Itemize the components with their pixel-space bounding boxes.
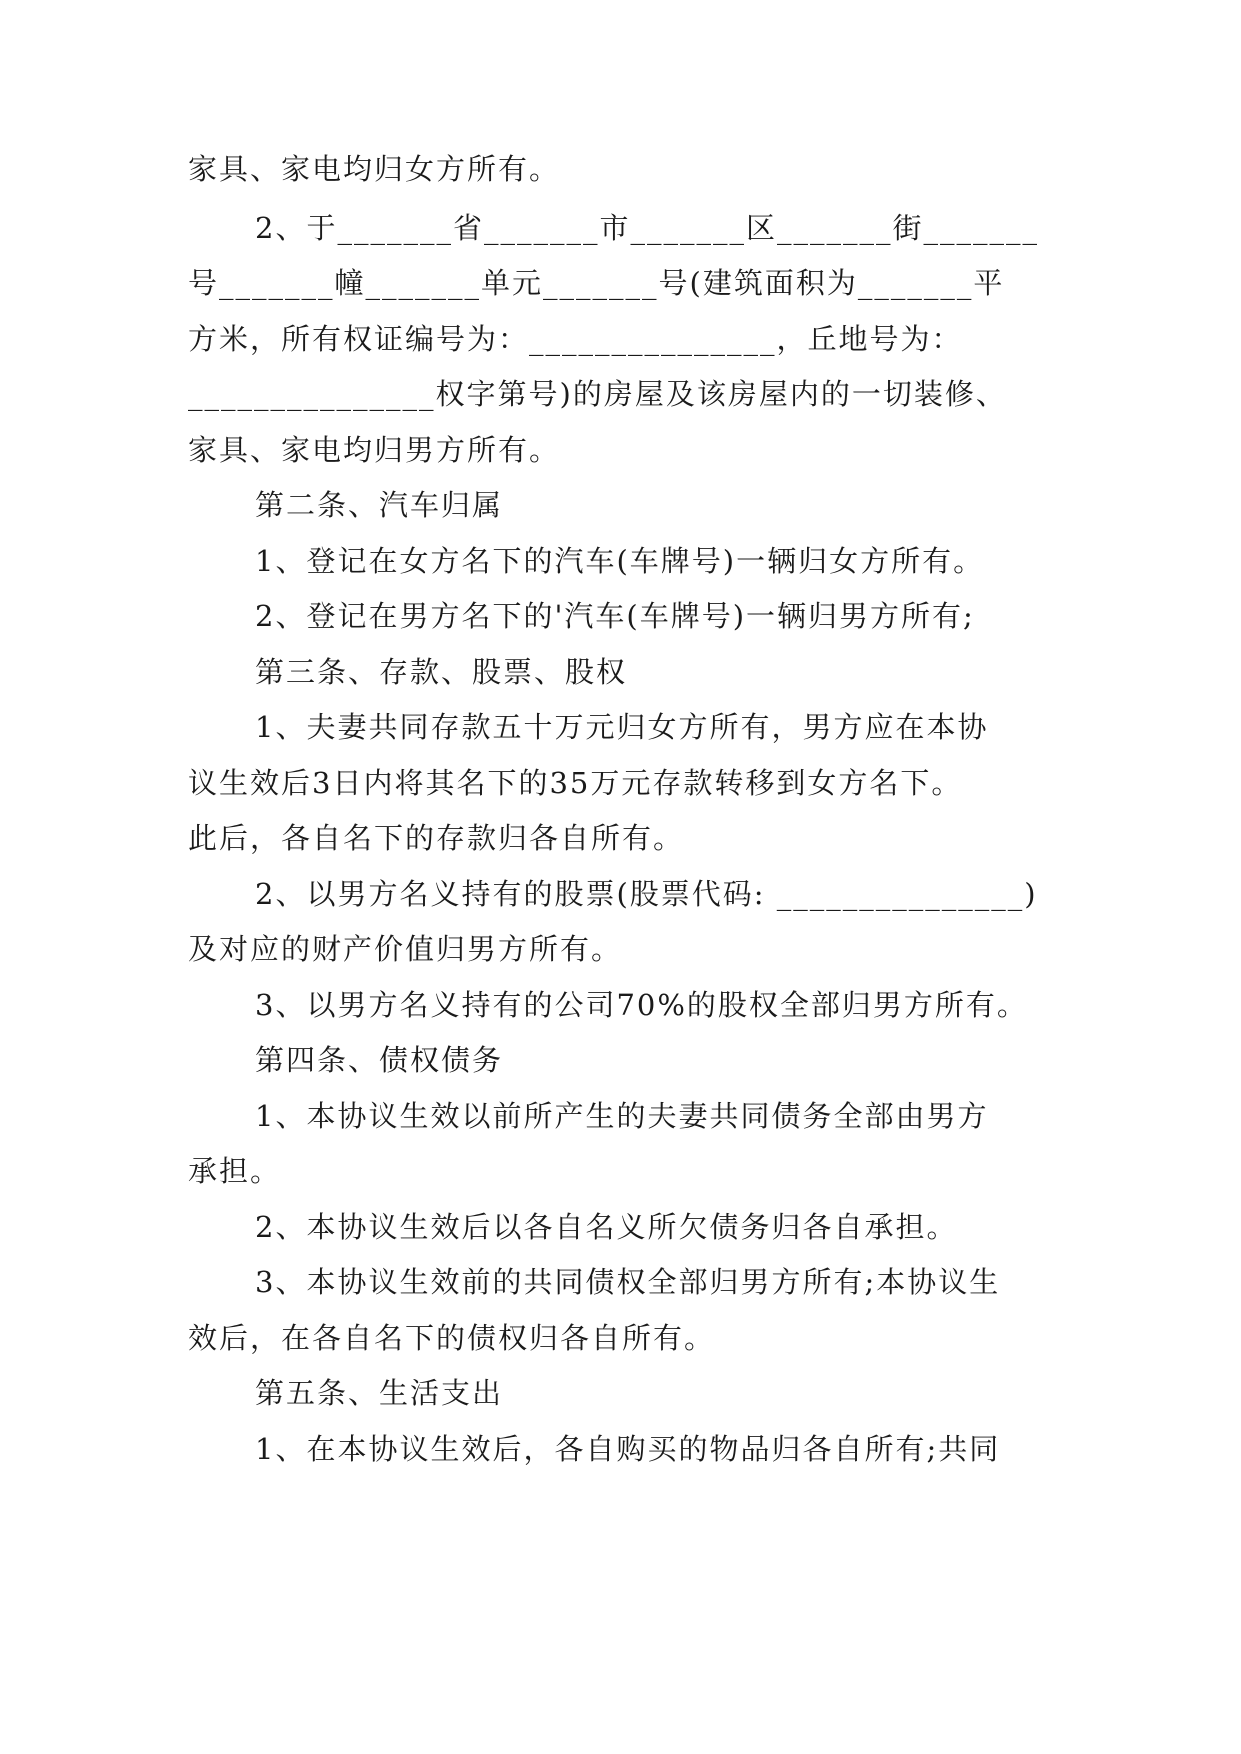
text-line: 2、登记在男方名下的'汽车(车牌号)一辆归男方所有; <box>255 599 975 633</box>
section-heading: 第四条、债权债务 <box>255 1043 504 1077</box>
section-heading: 第三条、存款、股票、股权 <box>255 655 628 689</box>
text-line: 方米，所有权证编号为：_______________，丘地号为： <box>188 322 963 356</box>
text-line: 及对应的财产价值归男方所有。 <box>188 932 623 966</box>
text-line: 2、以男方名义持有的股票(股票代码: _______________) <box>255 877 1038 911</box>
text-line: 1、夫妻共同存款五十万元归女方所有，男方应在本协 <box>255 710 989 744</box>
text-line: 效后，在各自名下的债权归各自所有。 <box>188 1321 716 1355</box>
text-line: 2、于_______省_______市_______区_______街_______ <box>255 211 1039 245</box>
text-line: 1、在本协议生效后，各自购买的物品归各自所有;共同 <box>255 1432 1001 1466</box>
text-line: 1、本协议生效以前所产生的夫妻共同债务全部由男方 <box>255 1099 989 1133</box>
text-line: 3、本协议生效前的共同债权全部归男方所有;本协议生 <box>255 1265 1001 1299</box>
text-line: _______________权字第号)的房屋及该房屋内的一切装修、 <box>188 377 1007 411</box>
text-line: 议生效后3日内将其名下的35万元存款转移到女方名下。 <box>188 766 963 800</box>
text-line: 家具、家电均归男方所有。 <box>188 433 561 467</box>
text-line: 家具、家电均归女方所有。 <box>188 152 561 186</box>
text-line: 此后，各自名下的存款归各自所有。 <box>188 821 685 855</box>
text-line: 承担。 <box>188 1154 282 1188</box>
section-heading: 第五条、生活支出 <box>255 1376 504 1410</box>
text-line: 1、登记在女方名下的汽车(车牌号)一辆归女方所有。 <box>255 544 985 578</box>
section-heading: 第二条、汽车归属 <box>255 488 504 522</box>
text-line: 3、以男方名义持有的公司70%的股权全部归男方所有。 <box>255 988 1028 1022</box>
text-line: 2、本协议生效后以各自名义所欠债务归各自承担。 <box>255 1210 958 1244</box>
text-line: 号_______幢_______单元_______号(建筑面积为_______平 <box>188 266 1005 300</box>
